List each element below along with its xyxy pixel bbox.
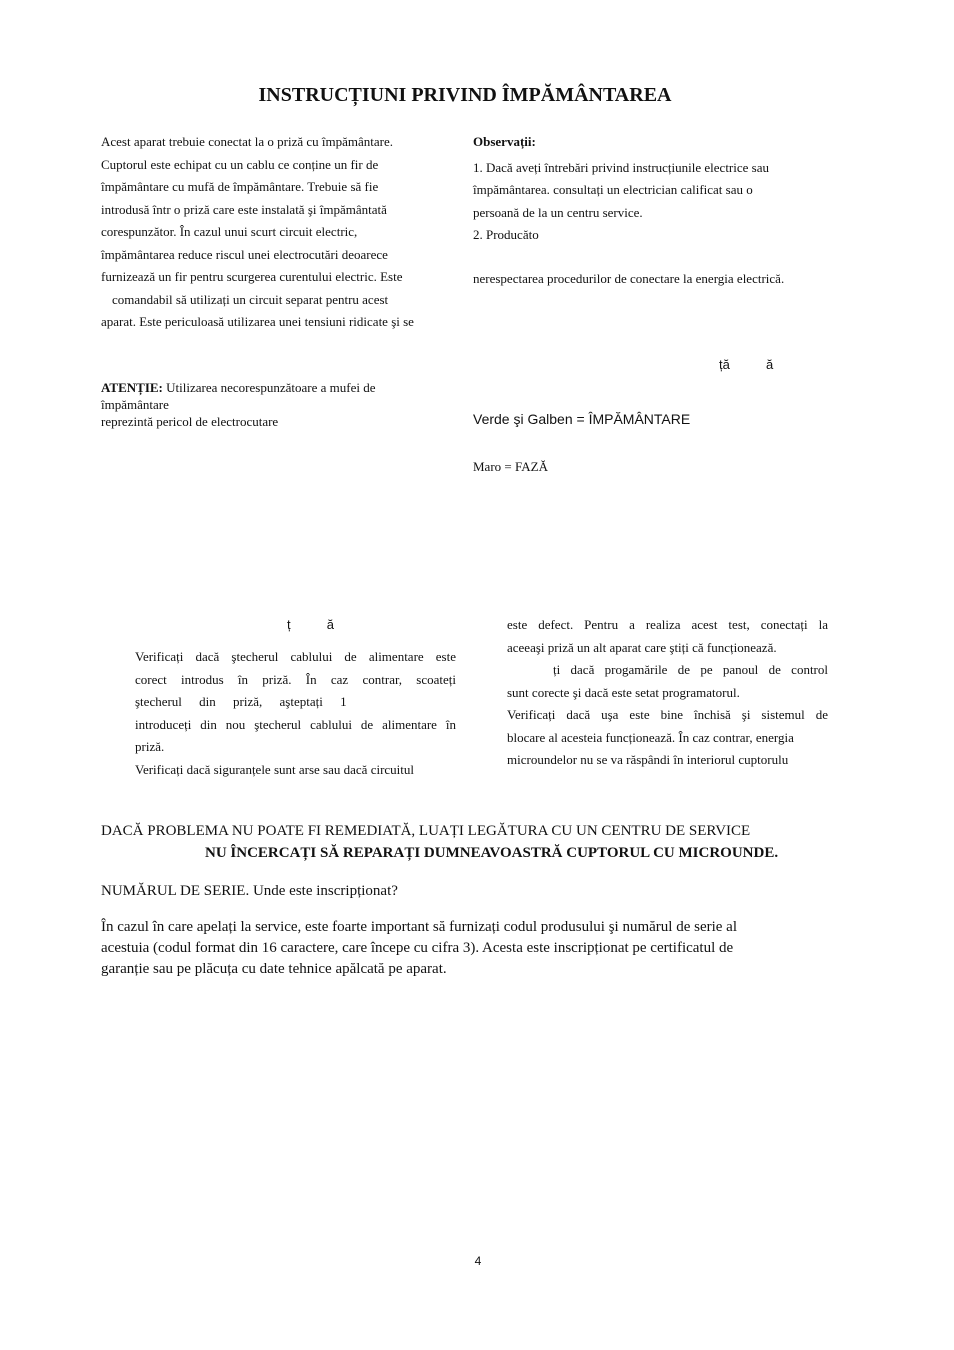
text-line: ştecherul din priză, aşteptați 1 bbox=[135, 694, 347, 709]
page-number: 4 bbox=[474, 1254, 482, 1268]
text-line: corect introdus în priză. În caz contrar, scoateți bbox=[135, 671, 456, 687]
text-line: nerespectarea procedurilor de conectare la energia electrică. bbox=[473, 271, 785, 286]
text-line: corespunzător. În cazul unui scurt circuit electric, bbox=[101, 224, 358, 239]
text-line: introduceți din nou ştecherul cablului de alimentare în bbox=[135, 716, 456, 732]
text-line: împământare cu mufă de împământare. Trebuie să fie bbox=[101, 179, 379, 194]
warning-label: ATENȚIE: bbox=[101, 380, 163, 395]
warning-text: Utilizarea necorespunzătoare a mufei de bbox=[162, 380, 376, 395]
text-line: 2. Producăto bbox=[473, 227, 539, 242]
text-line: ți dacă progamările de pe panoul de control bbox=[553, 662, 828, 677]
text-line: Verificați dacă ştecherul cablului de alimentare este bbox=[135, 649, 456, 664]
warning-text: împământare bbox=[101, 397, 169, 412]
text-line: aceeaşi priză un alt aparat care ştiți că funcționează. bbox=[507, 639, 777, 655]
text-line: priză. bbox=[135, 739, 165, 754]
text-fragment: ț ă bbox=[287, 617, 334, 632]
wire-green-yellow: Verde şi Galben = ÎMPĂMÂNTARE bbox=[473, 411, 691, 427]
text-line: acestuia (codul format din 16 caractere, care începe cu cifra 3). Acesta este inscripționat pe certificatul de bbox=[101, 940, 734, 956]
text-line: garanție sau pe plăcuța cu date tehnice apălcată pe aparat. bbox=[101, 961, 447, 977]
serial-paragraph bbox=[101, 917, 821, 980]
text-line: microundelor nu se va răspândi în interiorul cuptorulu bbox=[507, 752, 789, 767]
text-line: aparat. Este periculoasă utilizarea unei tensiuni ridicate şi se bbox=[101, 314, 414, 329]
page-title: INSTRUCȚIUNI PRIVIND ÎMPĂMÂNTAREA bbox=[258, 84, 672, 106]
text-line: împământarea reduce riscul unei electrocutări deoarece bbox=[101, 246, 388, 262]
grounding-paragraph bbox=[101, 131, 461, 334]
text-line: comandabil să utilizați un circuit separat pentru acest bbox=[112, 291, 389, 307]
text-line: Acest aparat trebuie conectat la o priză cu împământare. bbox=[101, 134, 393, 149]
text-line: Verificați dacă uşa este bine închisă şi sistemul de bbox=[507, 707, 828, 722]
wire-brown: Maro = FAZĂ bbox=[473, 459, 548, 474]
notes-heading: Observații: bbox=[473, 134, 536, 149]
service-notice: DACĂ PROBLEMA NU POATE FI REMEDIATĂ, LUAȚI LEGĂTURA CU UN CENTRU DE SERVICE bbox=[101, 823, 751, 839]
text-line: sunt corecte şi dacă este setat programatorul. bbox=[507, 684, 740, 700]
text-line: blocare al acesteia funcționează. În caz contrar, energia bbox=[507, 729, 794, 745]
text-line: persoană de la un centru service. bbox=[473, 204, 643, 220]
warning-text: reprezintă pericol de electrocutare bbox=[101, 414, 279, 429]
serial-heading: NUMĂRUL DE SERIE. Unde este inscripționat? bbox=[101, 883, 398, 899]
text-line: introdusă într o priză care este instalată şi împământată bbox=[101, 201, 387, 217]
text-line: 1. Dacă aveți întrebări privind instrucțiunile electrice sau bbox=[473, 159, 769, 175]
text-line: împământarea. consultați un electrician calificat sau o bbox=[473, 182, 753, 197]
text-line: În cazul în care apelați la service, este foarte important să furnizați codul produsului şi numărul de serie al bbox=[101, 919, 737, 935]
text-line: este defect. Pentru a realiza acest test, conectați la bbox=[507, 617, 828, 632]
service-warning: NU ÎNCERCAȚI SĂ REPARAȚI DUMNEAVOASTRĂ CUPTORUL CU MICROUNDE. bbox=[205, 845, 779, 861]
text-line: Cuptorul este echipat cu un cablu ce conține un fir de bbox=[101, 156, 379, 172]
notes-section bbox=[473, 131, 843, 247]
text-line: Verificați dacă siguranțele sunt arse sau dacă circuitul bbox=[135, 761, 415, 777]
warning-note bbox=[101, 379, 441, 430]
text-fragment: ță ă bbox=[719, 357, 774, 372]
troubleshoot-left bbox=[135, 646, 456, 781]
text-line: furnizează un fir pentru scurgerea curentului electric. Este bbox=[101, 269, 403, 284]
troubleshoot-right bbox=[507, 614, 828, 772]
